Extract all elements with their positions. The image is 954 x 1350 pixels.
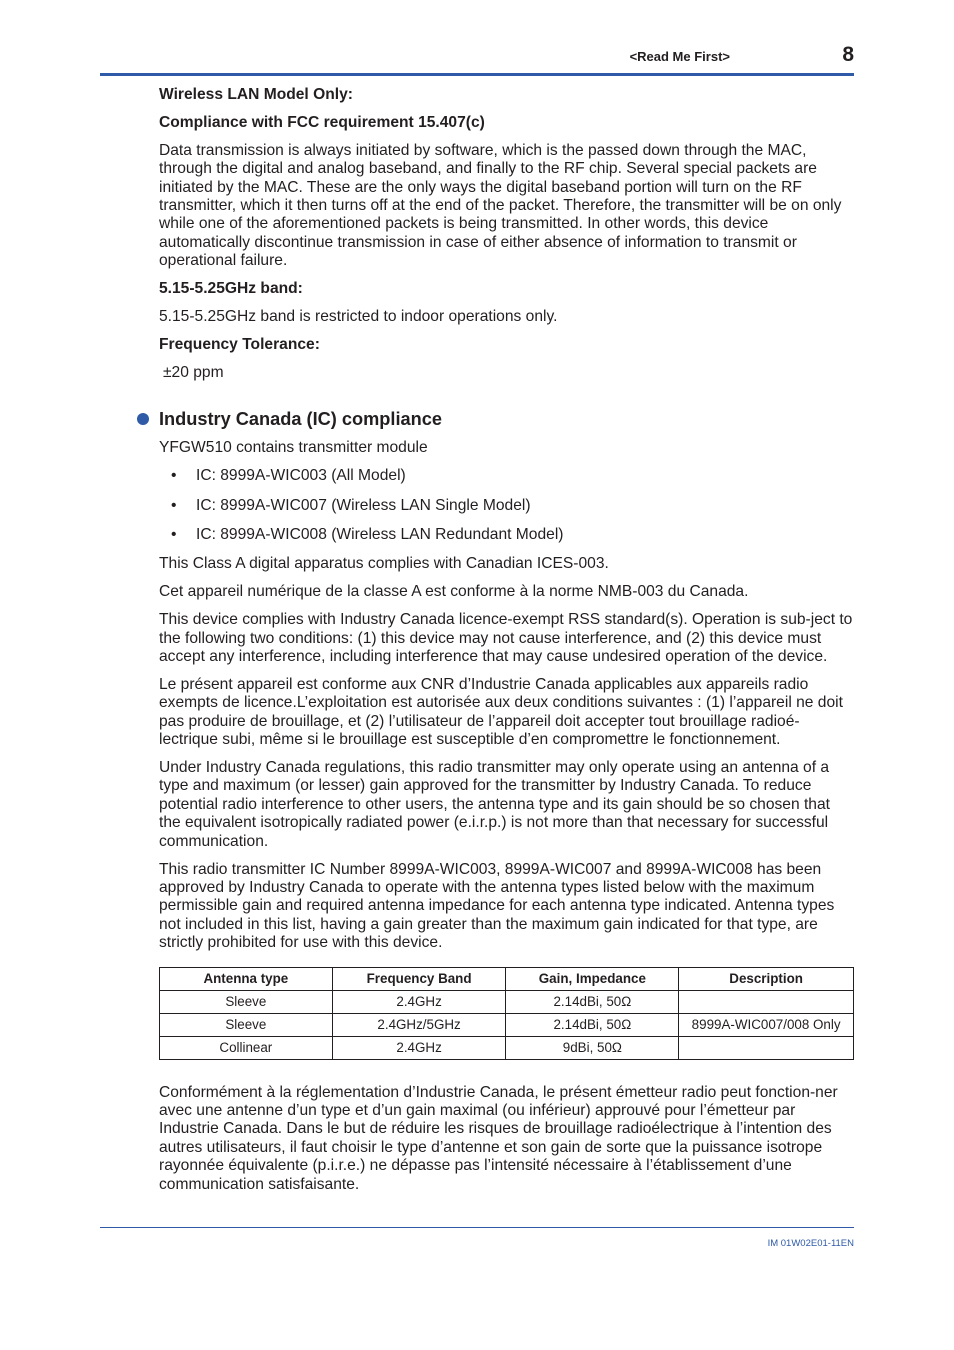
class-a-english: This Class A digital apparatus complies with Canadian ICES-003. [159,555,609,573]
table-header-row [160,967,854,990]
fcc-transmission-paragraph: Data transmission is always initiated by software, which is the passed down through the MAC, through the digital and analog baseband, and finally to the RF chip. Several special packets are initiated by the MAC. These are the only ways the digital baseband portion will turn on the RF transmitter, which it then turns off at the end of the packet. Therefore, the transmitter will be on only while one of the aforementioned packets is being transmitted. In other words, this device automatically discontinue transmission in case of either absence of information to transmit or operational failure. [159,141,842,270]
table-row [160,990,854,1013]
band-heading: 5.15-5.25GHz band: [159,280,303,298]
table-cell: 2.4GHz/5GHz [332,1013,506,1036]
ic-section-title: Industry Canada (IC) compliance [159,409,442,430]
list-item-text: IC: 8999A-WIC007 (Wireless LAN Single Model) [196,496,531,514]
table-cell: 2.4GHz [332,1036,506,1059]
table-cell: Collinear [160,1036,333,1059]
table-cell: 9dBi, 50Ω [506,1036,679,1059]
table-cell [679,990,854,1013]
list-item: • IC: 8999A-WIC008 (Wireless LAN Redundant Model) [171,526,564,543]
antenna-table [159,967,854,1060]
table-row [160,1013,854,1036]
band-paragraph: 5.15-5.25GHz band is restricted to indoor operations only. [159,308,558,326]
table-cell: 2.14dBi, 50Ω [506,990,679,1013]
table-row [160,1036,854,1059]
table-cell: 2.4GHz [332,990,506,1013]
antenna-approval-paragraph: This radio transmitter IC Number 8999A-WIC003, 8999A-WIC007 and 8999A-WIC008 has been approved by Industry Canada to operate with the antenna types listed below with the maximum permissible gain and required antenna impedance for each antenna type indicated. Antenna types not included in this list, having a gain greater than the maximum gain indicated for that type, are strictly prohibited for use with this device. [159,860,835,952]
rss-french-paragraph: Le présent appareil est conforme aux CNR d’Industrie Canada applicables aux appareils radio exempts de licence.L’exploitation est autorisée aux deux conditions suivantes : (1) l’appareil ne doit pas produire de brouillage, et (2) l’utilisateur de l’appareil doit accepter tout brouillage radioé-lectrique subi, même si le brouillage est susceptible d’en compromettre le fonctionnement. [159,675,843,749]
page-number: 8 [842,43,854,66]
page-content [159,86,854,1204]
ic-section-heading [159,408,854,430]
column-header: Description [679,967,854,990]
footer-rule [100,1227,854,1228]
frequency-tolerance-heading: Frequency Tolerance: [159,335,320,353]
antenna-regulation-french: Conformément à la réglementation d’Industrie Canada, le présent émetteur radio peut fonction-ner avec une antenne d’un type et d’un gain maximal (ou inférieur) approuvé pour l’émetteur par Industrie Canada. Dans le but de réduire les risques de brouillage radioélectrique à l’intention des autres utilisateurs, il faut choisir le type d’antenne et son gain de sorte que la puissance isotrope rayonnée équivalente (p.i.r.e.) ne dépasse pas l’intensité nécessaire à l’établissement d’une communication satisfaisante. [159,1083,838,1193]
table-cell: 8999A-WIC007/008 Only [679,1013,854,1036]
table-cell: Sleeve [160,990,333,1013]
rss-english-paragraph: This device complies with Industry Canada licence-exempt RSS standard(s). Operation is sub-ject to the following two conditions: (1) this device may not cause interference, and (2) this device must accept any interference, including interference that may cause undesired operation of the device. [159,611,853,666]
list-item-text: IC: 8999A-WIC003 (All Model) [196,467,406,485]
bullet-dot-icon [137,413,149,425]
frequency-tolerance-value: ±20 ppm [163,363,224,381]
wireless-lan-model-heading: Wireless LAN Model Only: [159,86,353,103]
list-item: • IC: 8999A-WIC007 (Wireless LAN Single Model) [171,496,531,514]
class-a-french: Cet appareil numérique de la classe A est conforme à la norme NMB-003 du Canada. [159,583,749,601]
antenna-regulation-english: Under Industry Canada regulations, this radio transmitter may only operate using an antenna of a type and maximum (or lesser) gain approved for the transmitter by Industry Canada. To reduce potential radio interference to other users, the antenna type and its gain should be so chosen that the equivalent isotropically radiated power (e.i.r.p.) is not more than that necessary for successful communication. [159,759,830,850]
column-header: Antenna type [160,967,333,990]
column-header: Frequency Band [332,967,506,990]
document-code: IM 01W02E01-11EN [767,1238,854,1249]
table-cell: Sleeve [160,1013,333,1036]
running-header-title: <Read Me First> [629,49,730,64]
column-header: Gain, Impedance [506,967,679,990]
ic-intro: YFGW510 contains transmitter module [159,439,428,457]
table-cell: 2.14dBi, 50Ω [506,1013,679,1036]
table-cell [679,1036,854,1059]
list-item-text: IC: 8999A-WIC008 (Wireless LAN Redundant Model) [196,526,564,543]
header-rule [100,73,854,76]
fcc-compliance-heading: Compliance with FCC requirement 15.407(c) [159,113,485,131]
list-item: • IC: 8999A-WIC003 (All Model) [171,467,406,485]
ic-number-list [159,467,854,544]
